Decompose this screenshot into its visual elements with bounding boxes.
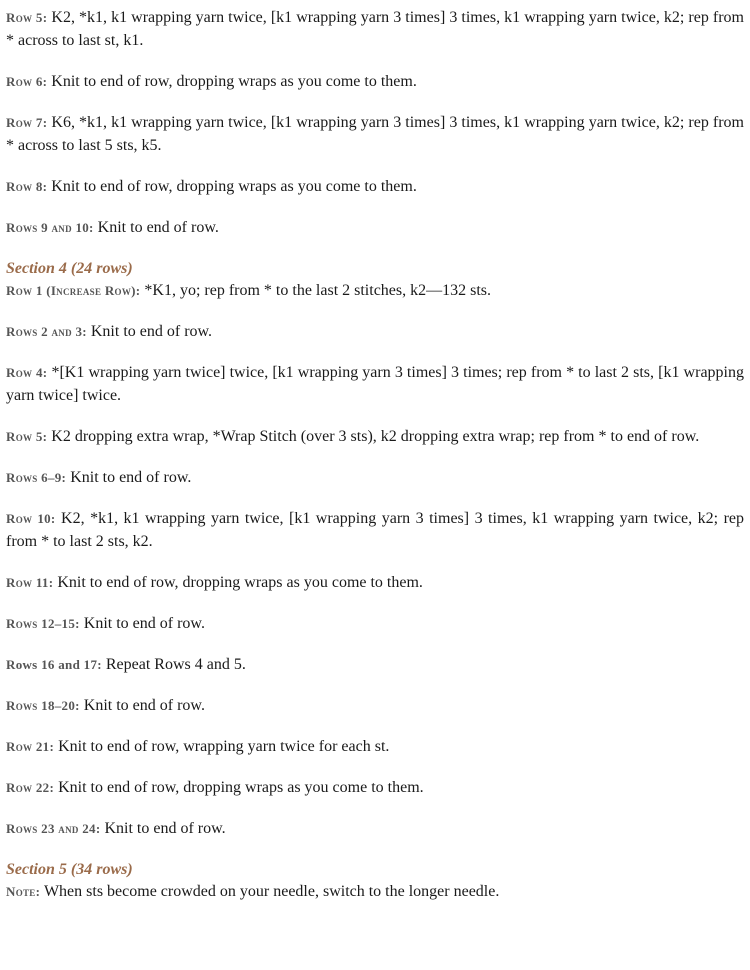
rows-18-20-instruction bbox=[6, 694, 744, 717]
row-text: *[K1 wrapping yarn twice] twice, [k1 wrapping yarn 3 times] 3 times; rep from * to last 2 sts, [k1 wrapping yarn twice] twice. bbox=[6, 364, 744, 404]
row-text: Knit to end of row. bbox=[79, 697, 205, 714]
row-label: Row 10: bbox=[6, 511, 56, 526]
row-6-instruction bbox=[6, 70, 744, 93]
row-text: Knit to end of row. bbox=[100, 820, 226, 837]
row-10-instruction bbox=[6, 507, 744, 553]
note-label: Note: bbox=[6, 884, 41, 899]
section-5-heading: Section 5 (34 rows) bbox=[6, 861, 133, 878]
rows-16-17-instruction bbox=[6, 653, 744, 676]
row-label: Row 6: bbox=[6, 74, 48, 89]
row-text: Knit to end of row. bbox=[86, 323, 213, 340]
row-label: Rows 18–20: bbox=[6, 698, 80, 713]
row-text: *K1, yo; rep from * to the last 2 stitches, k2—132 sts. bbox=[140, 282, 492, 299]
row-text: Repeat Rows 4 and 5. bbox=[101, 656, 246, 673]
row-5-instruction bbox=[6, 6, 744, 52]
row-text: Knit to end of row, wrapping yarn twice for each st. bbox=[54, 738, 390, 755]
row-label: Rows 6–9: bbox=[6, 470, 67, 485]
row-text: Knit to end of row, dropping wraps as you come to them. bbox=[47, 73, 417, 90]
rows-9-10-instruction bbox=[6, 216, 744, 239]
row-label: Rows 9 and 10: bbox=[6, 220, 94, 235]
rows-23-24-instruction bbox=[6, 817, 744, 840]
row-label: Rows 12–15: bbox=[6, 616, 80, 631]
row-text: K2, *k1, k1 wrapping yarn twice, [k1 wrapping yarn 3 times] 3 times, k1 wrapping yarn twice, k2; rep from * across to last st, k1. bbox=[6, 9, 744, 49]
rows-12-15-instruction bbox=[6, 612, 744, 635]
row-label: Row 22: bbox=[6, 780, 55, 795]
row-label: Row 5: bbox=[6, 10, 48, 25]
row-label: Row 5: bbox=[6, 429, 48, 444]
row-text: K6, *k1, k1 wrapping yarn twice, [k1 wrapping yarn 3 times] 3 times, k1 wrapping yarn twice, k2; rep from * across to last 5 sts, k5. bbox=[6, 114, 744, 154]
document-page bbox=[6, 6, 744, 903]
row-label: Row 11: bbox=[6, 575, 54, 590]
section-4-heading: Section 4 (24 rows) bbox=[6, 260, 133, 277]
row-7-instruction bbox=[6, 111, 744, 157]
row-5-wrap-instruction bbox=[6, 425, 744, 448]
row-label: Row 21: bbox=[6, 739, 55, 754]
row-text: K2 dropping extra wrap, *Wrap Stitch (over 3 sts), k2 dropping extra wrap; rep from * to end of row. bbox=[47, 428, 700, 445]
row-21-instruction bbox=[6, 735, 744, 758]
row-22-instruction bbox=[6, 776, 744, 799]
row-label: Rows 23 and 24: bbox=[6, 821, 101, 836]
row-text: Knit to end of row. bbox=[66, 469, 192, 486]
row-text: K2, *k1, k1 wrapping yarn twice, [k1 wrapping yarn 3 times] 3 times, k1 wrapping yarn twice, k2; rep from * to last 2 sts, k2. bbox=[6, 510, 744, 550]
row-text: Knit to end of row, dropping wraps as you come to them. bbox=[54, 779, 424, 796]
note-instruction bbox=[6, 880, 744, 903]
row-8-instruction bbox=[6, 175, 744, 198]
rows-2-3-instruction bbox=[6, 320, 744, 343]
row-text: Knit to end of row. bbox=[93, 219, 219, 236]
rows-6-9-instruction bbox=[6, 466, 744, 489]
row-4-instruction bbox=[6, 361, 744, 407]
row-1-increase-instruction bbox=[6, 279, 744, 302]
row-label: Row 8: bbox=[6, 179, 48, 194]
row-label: Row 1 (Increase Row): bbox=[6, 283, 141, 298]
row-label: Row 4: bbox=[6, 365, 48, 380]
row-label: Row 7: bbox=[6, 115, 48, 130]
row-text: Knit to end of row, dropping wraps as you come to them. bbox=[47, 178, 417, 195]
row-11-instruction bbox=[6, 571, 744, 594]
row-label: Rows 16 and 17: bbox=[6, 657, 102, 672]
note-text: When sts become crowded on your needle, switch to the longer needle. bbox=[40, 883, 500, 900]
row-text: Knit to end of row. bbox=[79, 615, 205, 632]
row-label: Rows 2 and 3: bbox=[6, 324, 87, 339]
row-text: Knit to end of row, dropping wraps as you come to them. bbox=[53, 574, 423, 591]
